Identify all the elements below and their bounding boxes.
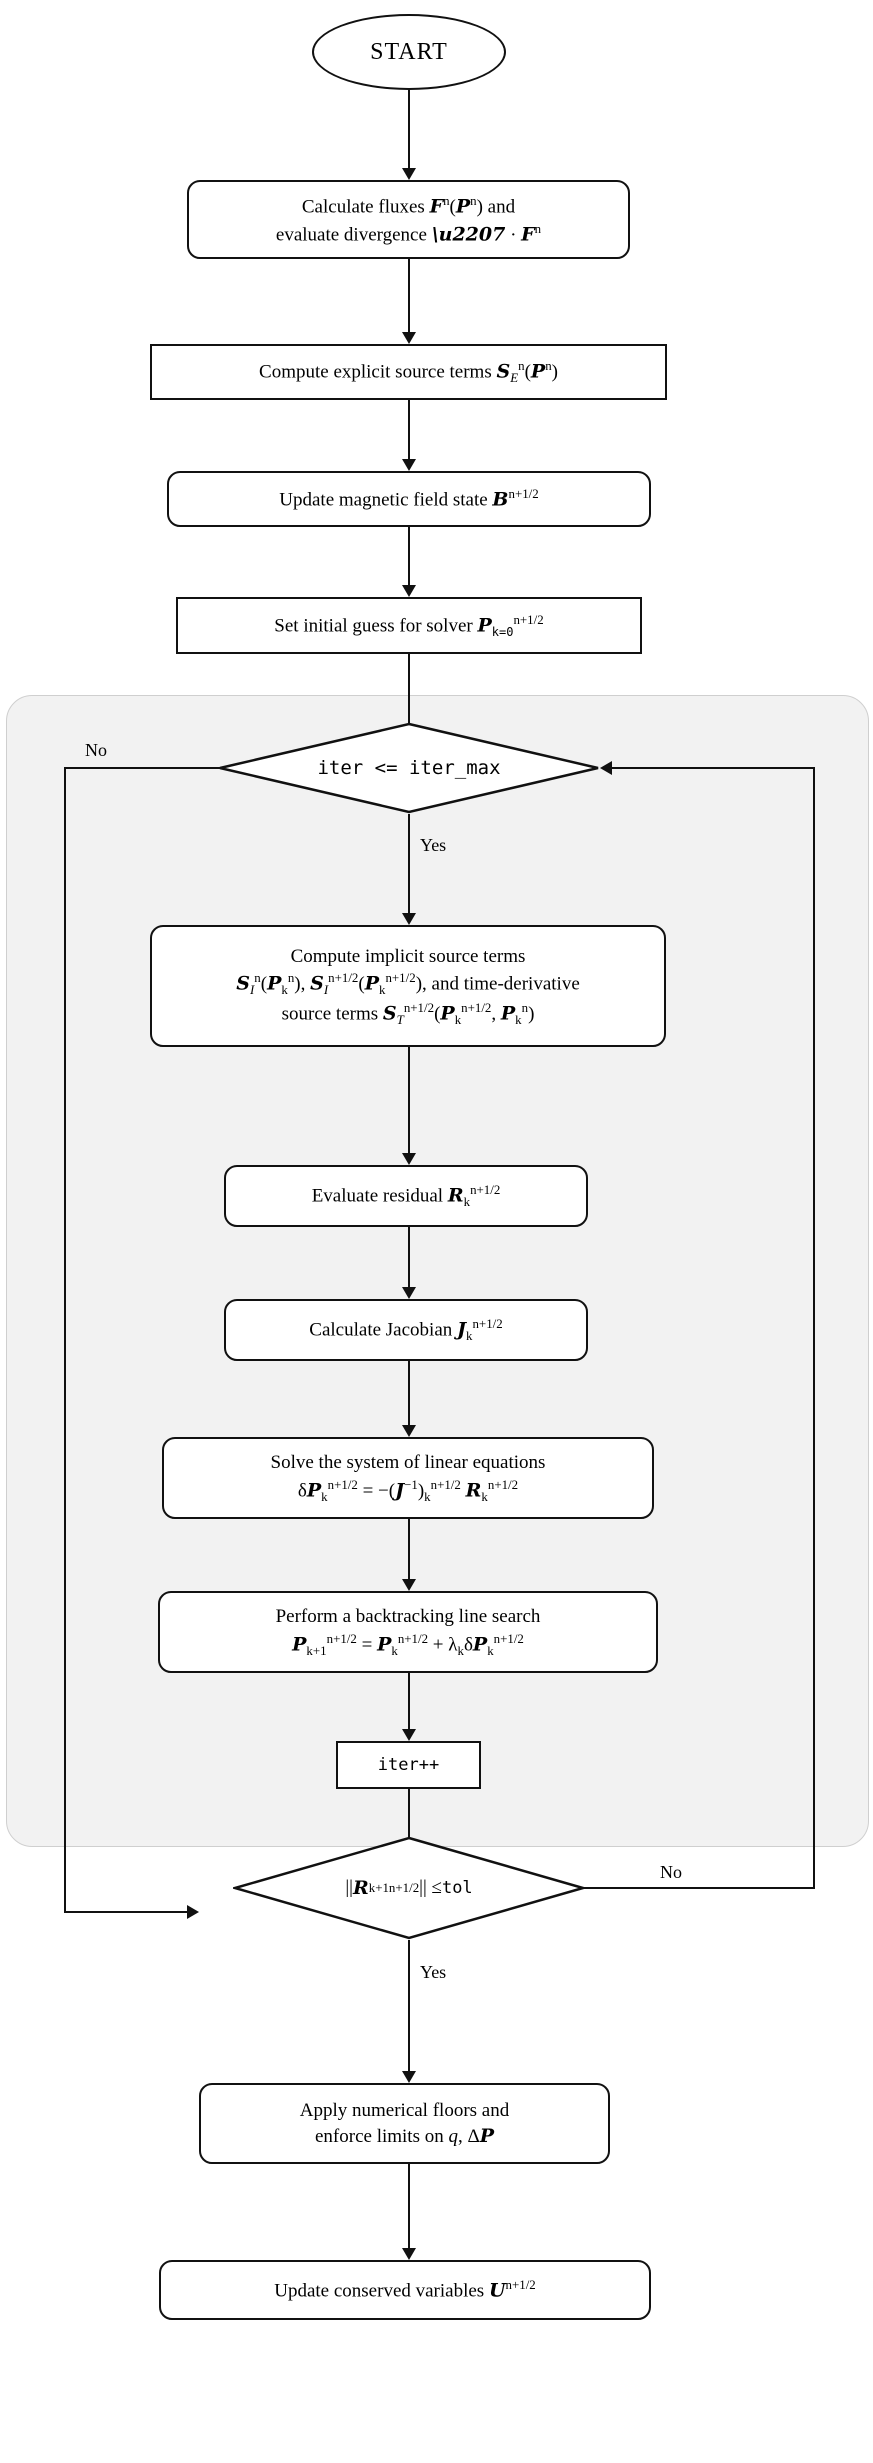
arrowhead-initial-guess [402, 585, 416, 597]
node-initial-guess [176, 597, 642, 654]
node-calculate-fluxes [187, 180, 630, 259]
iteration-loop-panel [6, 695, 869, 1847]
edge-linear-to-linesearch [408, 1519, 410, 1583]
edge-residual-to-jacobian [408, 1227, 410, 1291]
edge-itercheck-no-to-floors [64, 1911, 191, 1913]
node-iter-increment [336, 1741, 481, 1789]
edge-itercheck-no-down [64, 767, 66, 1913]
arrowhead-floors [402, 2071, 416, 2083]
node-iter-check-label: iter <= iter_max [317, 757, 501, 779]
node-tolerance-check [233, 1836, 585, 1940]
edge-label-iter-no: No [85, 740, 107, 760]
edge-jacobian-to-linear [408, 1361, 410, 1429]
edge-label-iter-yes: Yes [420, 835, 447, 855]
edge-linesearch-to-iterinc [408, 1673, 410, 1733]
arrowhead-line-search [402, 1579, 416, 1591]
edge-implicit-to-residual [408, 1047, 410, 1157]
arrowhead-jacobian [402, 1287, 416, 1299]
edge-explicit-to-magnetic [408, 400, 410, 463]
node-implicit-source-label: Compute implicit source terms $S_I^n(P_k^n)$, $S_I^{n+1/2}(P_k^{n+1/2})$, and time-derivative source terms $S_T^{n+1/2}(P_k^{n+1/2}$, $P_k^n$) [236, 945, 580, 1027]
arrowhead-floors-from-no [187, 1905, 199, 1919]
node-implicit-source [150, 925, 666, 1047]
arrowhead-magnetic-field [402, 459, 416, 471]
arrowhead-residual [402, 1153, 416, 1165]
node-calculate-fluxes-label: Calculate fluxes $F^n(P^n)$ and evaluate divergence \u2207 · $F^n$ [275, 192, 542, 245]
arrowhead-itercheck-from-no [600, 761, 612, 775]
arrowhead-iter-increment [402, 1729, 416, 1741]
node-iter-check [218, 722, 600, 814]
arrowhead-fluxes [402, 168, 416, 180]
node-start [312, 14, 506, 90]
edge-floors-to-conserved [408, 2164, 410, 2252]
node-residual [224, 1165, 588, 1227]
node-line-search-label: Perform a backtracking line search $P_{k+1}^{n+1/2} = P_k^{n+1/2} + \lambda_k\delta P_k^{n+1/2}$ [275, 1606, 541, 1659]
arrowhead-linear-solve [402, 1425, 416, 1437]
node-initial-guess-label: Set initial guess for solver $P_{k=0}^{n+1/2}$ [274, 611, 544, 639]
node-explicit-source-label: Compute explicit source terms $S_E^n(P^n)$ [259, 358, 558, 386]
edge-tolcheck-no-up [813, 767, 815, 1889]
edge-start-to-fluxes [408, 90, 410, 172]
node-magnetic-field [167, 471, 651, 527]
node-apply-floors [199, 2083, 610, 2164]
node-line-search [158, 1591, 658, 1673]
node-start-label: START [370, 38, 448, 65]
arrowhead-conserved [402, 2248, 416, 2260]
edge-tolcheck-no-right [583, 1887, 815, 1889]
edge-fluxes-to-explicit [408, 259, 410, 336]
edge-tolcheck-yes [408, 1940, 410, 2075]
node-linear-solve [162, 1437, 654, 1519]
edge-itercheck-no-left [64, 767, 220, 769]
edge-tolcheck-no-to-itercheck [612, 767, 815, 769]
node-jacobian [224, 1299, 588, 1361]
node-iter-increment-label: iter++ [377, 1754, 440, 1775]
edge-magnetic-to-guess [408, 527, 410, 589]
node-magnetic-field-label: Update magnetic field state $B^{n+1/2}$ [279, 486, 539, 511]
arrowhead-explicit-source [402, 332, 416, 344]
node-update-conserved [159, 2260, 651, 2320]
node-linear-solve-label: Solve the system of linear equations $\delta P_k^{n+1/2} = -(J^{-1})_k^{n+1/2}$ $R_k^{n+1/2}$ [270, 1452, 546, 1505]
edge-label-tol-yes: Yes [420, 1962, 447, 1982]
node-tolerance-check-label: || R k+1 n+1/2 || ≤ tol [345, 1877, 473, 1899]
node-jacobian-label: Calculate Jacobian $J_k^{n+1/2}$ [309, 1316, 503, 1344]
node-explicit-source [150, 344, 667, 400]
edge-label-tol-no: No [660, 1862, 682, 1882]
node-update-conserved-label: Update conserved variables $U^{n+1/2}$ [274, 2277, 536, 2302]
arrowhead-implicit-source [402, 913, 416, 925]
node-residual-label: Evaluate residual $R_k^{n+1/2}$ [311, 1182, 501, 1210]
edge-itercheck-yes [408, 814, 410, 917]
node-apply-floors-label: Apply numerical floors and enforce limits on q, ΔP [299, 2099, 510, 2147]
